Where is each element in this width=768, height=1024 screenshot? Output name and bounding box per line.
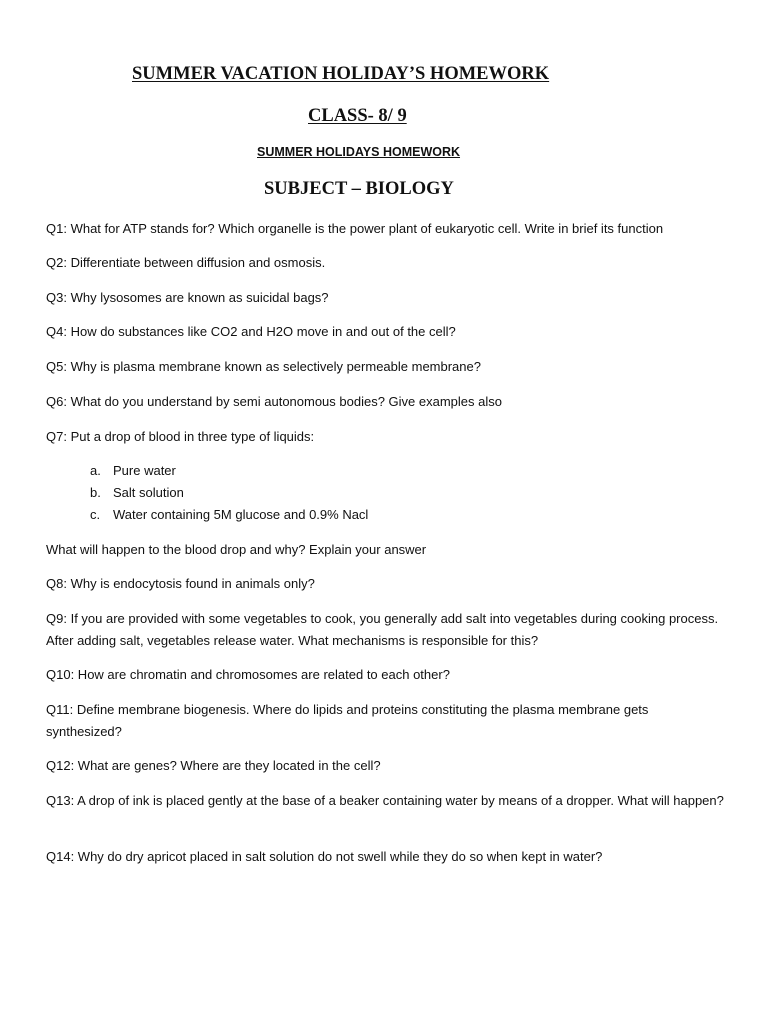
- question-text: Put a drop of blood in three type of liquids:: [66, 429, 315, 444]
- question-text: A drop of ink is placed gently at the base of a beaker containing water by means of a dropper. What will happen?: [74, 793, 724, 808]
- question-text: How are chromatin and chromosomes are related to each other?: [74, 667, 450, 682]
- list-item-text: Water containing 5M glucose and 0.9% Nacl: [113, 507, 369, 522]
- question-6: [46, 391, 726, 413]
- question-number: Q7:: [46, 429, 67, 444]
- list-marker: c.: [90, 507, 101, 522]
- question-text: Define membrane biogenesis. Where do lipids and proteins constituting the plasma membrane gets synthesized?: [46, 702, 649, 739]
- list-marker: a.: [90, 463, 101, 478]
- question-2: [46, 252, 726, 274]
- question-text: What do you understand by semi autonomous bodies? Give examples also: [66, 394, 502, 409]
- question-text: Why lysosomes are known as suicidal bags?: [66, 290, 329, 305]
- question-10: [46, 664, 726, 686]
- question-number: Q12:: [46, 758, 75, 773]
- question-5: [46, 356, 726, 378]
- question-number: Q10:: [46, 667, 75, 682]
- question-3: [46, 287, 726, 309]
- sub-heading: SUMMER HOLIDAYS HOMEWORK: [257, 145, 461, 159]
- question-number: Q13:: [46, 793, 75, 808]
- question-number: Q6:: [46, 394, 67, 409]
- question-text: How do substances like CO2 and H2O move in and out of the cell?: [66, 324, 456, 339]
- question-text: What for ATP stands for? Which organelle is the power plant of eukaryotic cell. Write in brief its function: [66, 221, 664, 236]
- question-13: [46, 790, 726, 812]
- question-1: [46, 218, 726, 240]
- list-item-text: Pure water: [113, 463, 176, 478]
- question-7-followup: What will happen to the blood drop and why? Explain your answer: [46, 542, 427, 557]
- question-number: Q9:: [46, 611, 67, 626]
- question-8: [46, 573, 726, 595]
- question-number: Q14:: [46, 849, 75, 864]
- question-text: Why is plasma membrane known as selectively permeable membrane?: [66, 359, 481, 374]
- question-number: Q8:: [46, 576, 67, 591]
- question-text: Why do dry apricot placed in salt solution do not swell while they do so when kept in water?: [74, 849, 603, 864]
- document-title: SUMMER VACATION HOLIDAY’S HOMEWORK: [132, 64, 550, 84]
- list-item: [90, 460, 176, 482]
- question-number: Q5:: [46, 359, 67, 374]
- list-marker: b.: [90, 485, 101, 500]
- question-14: [46, 846, 726, 868]
- question-text: If you are provided with some vegetables to cook, you generally add salt into vegetables during cooking process. After adding salt, vegetables release water. What mechanisms is responsible for this?: [46, 611, 719, 648]
- list-item: [90, 482, 184, 504]
- list-item: [90, 504, 368, 526]
- question-text: What are genes? Where are they located in the cell?: [74, 758, 381, 773]
- list-item-text: Salt solution: [113, 485, 184, 500]
- question-11: [46, 699, 726, 743]
- question-7: [46, 426, 726, 448]
- question-number: Q11:: [46, 702, 74, 717]
- question-9: [46, 608, 726, 652]
- question-4: [46, 321, 726, 343]
- subject-title: SUBJECT – BIOLOGY: [264, 179, 454, 199]
- question-number: Q4:: [46, 324, 67, 339]
- question-text: Why is endocytosis found in animals only?: [66, 576, 315, 591]
- question-number: Q2:: [46, 255, 67, 270]
- question-text: Differentiate between diffusion and osmosis.: [66, 255, 326, 270]
- question-12: [46, 755, 726, 777]
- question-number: Q3:: [46, 290, 67, 305]
- class-title: CLASS- 8/ 9: [308, 106, 407, 126]
- question-number: Q1:: [46, 221, 67, 236]
